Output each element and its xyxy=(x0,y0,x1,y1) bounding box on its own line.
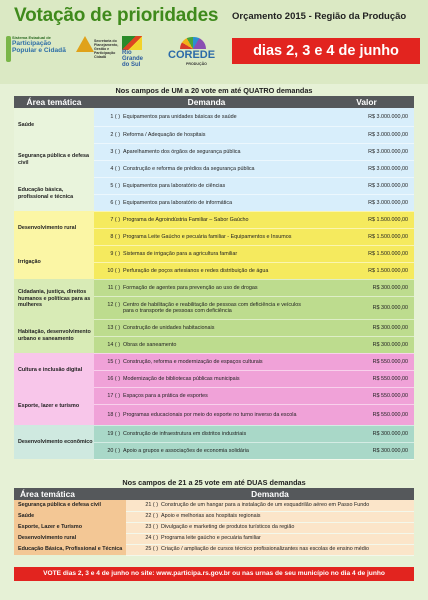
table-row xyxy=(14,500,414,511)
secretaria-logo xyxy=(76,36,118,66)
table-row xyxy=(14,544,414,555)
demand-text: Construção de unidades habitacionais xyxy=(123,324,215,331)
demand-cell[interactable] xyxy=(94,108,319,126)
demand-number-checkbox[interactable]: 8 ( ) xyxy=(110,233,120,240)
demand-text: Aparelhamento dos órgãos de segurança pública xyxy=(123,148,241,155)
area-label: Esporte, lazer e turismo xyxy=(14,387,94,425)
value-cell: R$ 550.000,00 xyxy=(319,353,414,370)
demand-cell[interactable] xyxy=(94,245,319,262)
triangle-icon xyxy=(76,36,94,52)
demand-number-checkbox[interactable]: 20 ( ) xyxy=(107,447,120,454)
demand-text: Sistemas de irrigação para a agricultura familiar xyxy=(123,250,238,257)
logo-small-text: Sistema Estadual de xyxy=(12,35,51,40)
area-label: Irrigação xyxy=(14,245,94,279)
value-cell: R$ 300.000,00 xyxy=(319,425,414,442)
demand-number-checkbox[interactable]: 25 ( ) xyxy=(145,546,158,553)
demand-cell[interactable] xyxy=(94,126,319,143)
demand-number-checkbox[interactable]: 9 ( ) xyxy=(110,250,120,257)
demand-text: Construção de um hangar para a instalação de um esquadrilão aéreo em Passo Fundo xyxy=(161,502,370,509)
page-title: Votação de prioridades xyxy=(14,5,219,26)
table-row xyxy=(14,425,414,442)
rainbow-arc-icon xyxy=(180,37,206,49)
area-label: Habitação, desenvolvimento urbano e saneamento xyxy=(14,319,94,353)
demand-cell[interactable] xyxy=(94,143,319,160)
table-row xyxy=(14,108,414,126)
demand-text: Divulgação e marketing de produtos turísticos da região xyxy=(161,524,295,531)
table-row xyxy=(14,353,414,370)
area-label: Saúde xyxy=(14,108,94,143)
table-row xyxy=(14,522,414,533)
value-cell: R$ 1.500.000,00 xyxy=(319,211,414,228)
demand-cell[interactable] xyxy=(126,533,414,544)
table-row xyxy=(14,177,414,194)
demand-number-checkbox[interactable]: 12 ( ) xyxy=(107,301,120,308)
table-row xyxy=(14,143,414,160)
table-row xyxy=(14,245,414,262)
logo-big-text-2: Popular e Cidadã xyxy=(12,47,66,54)
table-row xyxy=(14,211,414,228)
demand-text: Programa Leite Gaúcho e pecuária familiar - Equipamentos e Insumos xyxy=(123,233,292,240)
header-value: Valor xyxy=(319,96,414,108)
value-cell: R$ 3.000.000,00 xyxy=(319,177,414,194)
logo-mark-icon xyxy=(6,36,11,62)
demand-number-checkbox[interactable]: 3 ( ) xyxy=(110,148,120,155)
value-cell: R$ 550.000,00 xyxy=(319,370,414,387)
demand-number-checkbox[interactable]: 22 ( ) xyxy=(145,513,158,520)
demand-text: Equipamentos para laboratório de ciências xyxy=(123,182,226,189)
demand-cell[interactable] xyxy=(94,387,319,404)
area-label: Segurança pública e defesa civil xyxy=(14,143,94,177)
area-label: Desenvolvimento rural xyxy=(14,211,94,245)
demand-number-checkbox[interactable]: 10 ( ) xyxy=(107,267,120,274)
table-row xyxy=(14,387,414,404)
table-row xyxy=(14,279,414,296)
demand-text: Programa leite gaúcho e pecuária familiar xyxy=(161,535,261,542)
demand-number-checkbox[interactable]: 13 ( ) xyxy=(107,324,120,331)
value-cell: R$ 3.000.000,00 xyxy=(319,108,414,126)
corede-logo xyxy=(164,37,224,67)
demand-cell[interactable] xyxy=(94,262,319,279)
value-cell: R$ 1.500.000,00 xyxy=(319,228,414,245)
demand-cell[interactable] xyxy=(126,500,414,511)
value-cell: R$ 550.000,00 xyxy=(319,404,414,425)
demand-number-checkbox[interactable]: 2 ( ) xyxy=(110,131,120,138)
demand-cell[interactable] xyxy=(94,336,319,353)
header-area-2: Área temática xyxy=(14,488,126,500)
value-cell: R$ 1.500.000,00 xyxy=(319,262,414,279)
demand-cell[interactable] xyxy=(94,425,319,442)
area-label: Desenvolvimento rural xyxy=(14,533,126,544)
priorities-table xyxy=(14,96,414,460)
value-cell: R$ 300.000,00 xyxy=(319,296,414,319)
demand-cell[interactable] xyxy=(126,522,414,533)
value-cell: R$ 300.000,00 xyxy=(319,336,414,353)
header-demand: Demanda xyxy=(94,96,319,108)
rio-grande-text: Rio Grande do Sul xyxy=(122,50,144,68)
section2-caption: Nos campos de 21 a 25 vote em até DUAS demandas xyxy=(122,478,306,487)
voting-days-banner: dias 2, 3 e 4 de junho xyxy=(232,38,420,64)
demand-number-checkbox[interactable]: 11 ( ) xyxy=(107,284,120,291)
corede-text: COREDE xyxy=(168,49,216,61)
demand-text: Programas educacionais por meio do esporte no turno inverso da escola xyxy=(123,411,297,418)
demand-cell[interactable] xyxy=(94,442,319,459)
area-label: Esporte, Lazer e Turismo xyxy=(14,522,126,533)
value-cell: R$ 3.000.000,00 xyxy=(319,143,414,160)
value-cell: R$ 3.000.000,00 xyxy=(319,194,414,211)
demand-number-checkbox[interactable]: 15 ( ) xyxy=(107,358,120,365)
demand-number-checkbox[interactable]: 4 ( ) xyxy=(110,165,120,172)
area-label: Saúde xyxy=(14,511,126,522)
demand-text: Apoio e melhorias aos hospitais regionais xyxy=(161,513,261,520)
secretaria-text: Secretaria do Planejamento, Gestão e Participação Cidadã xyxy=(94,39,119,59)
demand-text: Construção e reforma de prédios da segurança pública xyxy=(123,165,255,172)
demand-text: Obras de saneamento xyxy=(123,341,177,348)
demand-number-checkbox[interactable]: 17 ( ) xyxy=(107,392,120,399)
area-label: Cidadania, justiça, direitos humanos e políticas para as mulheres xyxy=(14,279,94,319)
demand-cell[interactable] xyxy=(94,370,319,387)
demand-text: Criação / ampliação de cursos técnico profissionalizantes nas escolas de ensino médio xyxy=(161,546,369,553)
value-cell: R$ 300.000,00 xyxy=(319,319,414,336)
header-area: Área temática xyxy=(14,96,94,108)
demand-text: Equipamentos para laboratório de informática xyxy=(123,199,233,206)
demand-cell[interactable] xyxy=(126,511,414,522)
demand-number-checkbox[interactable]: 5 ( ) xyxy=(110,182,120,189)
demand-number-checkbox[interactable]: 6 ( ) xyxy=(110,199,120,206)
demand-number-checkbox[interactable]: 7 ( ) xyxy=(110,216,120,223)
demand-cell[interactable] xyxy=(94,228,319,245)
rio-grande-logo xyxy=(120,36,160,72)
participacao-popular-logo xyxy=(12,34,74,66)
demand-number-checkbox[interactable]: 23 ( ) xyxy=(145,524,158,531)
value-cell: R$ 300.000,00 xyxy=(319,279,414,296)
demand-number-checkbox[interactable]: 21 ( ) xyxy=(145,502,158,509)
demand-text: Espaços para a prática de esportes xyxy=(123,392,208,399)
demand-text: Apoio a grupos e associações de economia solidária xyxy=(123,447,249,454)
demand-cell[interactable] xyxy=(94,353,319,370)
table-row xyxy=(14,533,414,544)
value-cell: R$ 300.000,00 xyxy=(319,442,414,459)
demand-cell[interactable] xyxy=(94,211,319,228)
value-cell: R$ 3.000.000,00 xyxy=(319,126,414,143)
demand-cell[interactable] xyxy=(94,194,319,211)
table-row xyxy=(14,511,414,522)
section1-caption: Nos campos de UM a 20 vote em até QUATRO demandas xyxy=(115,86,313,95)
table-row xyxy=(14,319,414,336)
area-label: Educação Básica, Profissional e Técnica xyxy=(14,544,126,555)
demand-number-checkbox[interactable]: 16 ( ) xyxy=(107,375,120,382)
demand-text: Formação de agentes para prevenção ao uso de drogas xyxy=(123,284,258,291)
logo-big-text-1: Participação xyxy=(12,40,52,47)
budget-subtitle: Orçamento 2015 - Região da Produção xyxy=(232,11,407,22)
area-label: Segurança pública e defesa civil xyxy=(14,500,126,511)
demand-cell[interactable] xyxy=(94,177,319,194)
demand-text: Centro de habilitação e reabilitação de pessoas com deficiência e veículos para o transporte de pessoas com deficiência xyxy=(123,301,301,314)
demand-text: Construção de infraestrutura em distritos industriais xyxy=(123,430,247,437)
area-label: Cultura e inclusão digital xyxy=(14,353,94,387)
demand-text: Perfuração de poços artesianos e redes distribuição de água xyxy=(123,267,269,274)
area-label: Educação básica, profissional e técnica xyxy=(14,177,94,211)
demand-cell[interactable] xyxy=(126,544,414,555)
demand-cell[interactable] xyxy=(94,279,319,296)
demand-number-checkbox[interactable]: 19 ( ) xyxy=(107,430,120,437)
demand-number-checkbox[interactable]: 18 ( ) xyxy=(107,411,120,418)
demand-number-checkbox[interactable]: 24 ( ) xyxy=(145,535,158,542)
value-cell: R$ 3.000.000,00 xyxy=(319,160,414,177)
area-label: Desenvolvimento econômico xyxy=(14,425,94,459)
value-cell: R$ 1.500.000,00 xyxy=(319,245,414,262)
demand-text: Construção, reforma e modernização de espaços culturais xyxy=(123,358,263,365)
demand-cell[interactable] xyxy=(94,296,319,319)
header-demand-2: Demanda xyxy=(126,488,414,500)
demand-text: Equipamentos para unidades básicas de saúde xyxy=(123,113,237,120)
corede-sub-text: PRODUÇÃO xyxy=(186,62,207,66)
demand-cell[interactable] xyxy=(94,404,319,425)
demand-cell[interactable] xyxy=(94,319,319,336)
footer-banner: VOTE dias 2, 3 e 4 de junho no site: www.participa.rs.gov.br ou nas urnas de seu município no dia 4 de junho xyxy=(14,567,414,581)
priorities-table-2 xyxy=(14,488,414,556)
demand-text: Modernização de bibliotecas públicas municipais xyxy=(123,375,240,382)
demand-cell[interactable] xyxy=(94,160,319,177)
demand-text: Programa de Agroindústria Familiar – Sabor Gaúcho xyxy=(123,216,249,223)
value-cell: R$ 550.000,00 xyxy=(319,387,414,404)
demand-number-checkbox[interactable]: 1 ( ) xyxy=(110,113,120,120)
demand-text: Reforma / Adequação de hospitais xyxy=(123,131,206,138)
flag-icon xyxy=(122,36,142,50)
demand-number-checkbox[interactable]: 14 ( ) xyxy=(107,341,120,348)
